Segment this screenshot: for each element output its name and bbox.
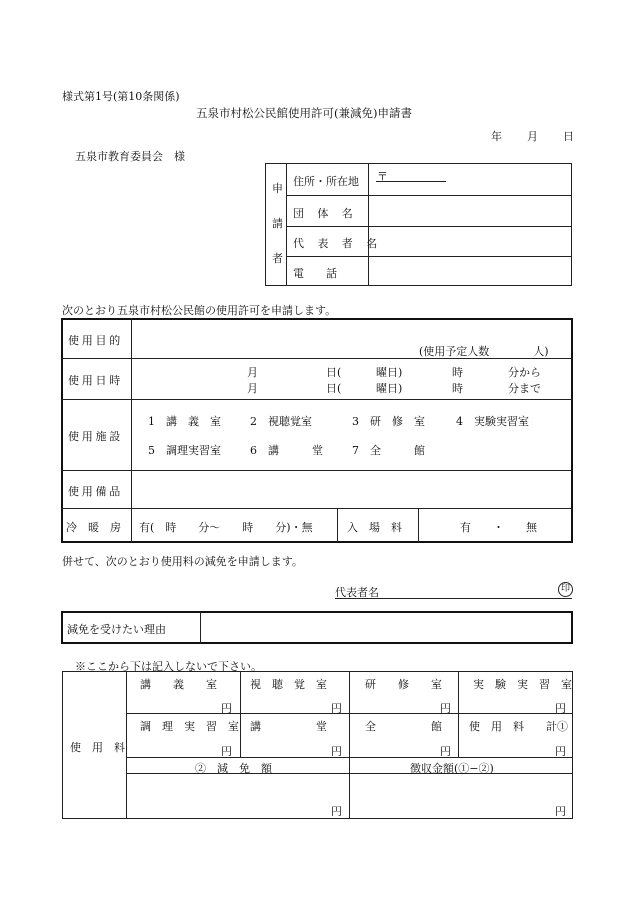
entry-fee-label: 入 場 料 (347, 521, 402, 534)
facility-option-4[interactable]: 4 実験実習室 (456, 415, 529, 428)
reason-label: 減免を受けたい理由 (67, 623, 166, 636)
facility-option-7[interactable]: 7 全 館 (352, 444, 425, 457)
form-title: 五泉市村松公民館使用許可(兼減免)申請書 (196, 106, 412, 120)
yen-5: 円 (221, 745, 232, 758)
fee-cell-1-label: 講 義 室 (140, 678, 217, 691)
phone-label: 電 話 (293, 267, 337, 280)
aircon-value[interactable]: 有( 時 分〜 時 分)・無 (139, 521, 313, 534)
facility-option-3[interactable]: 3 研 修 室 (352, 415, 425, 428)
equipment-label: 使用備品 (68, 485, 123, 498)
yen-6: 円 (331, 745, 342, 758)
group-name-field[interactable] (370, 197, 570, 225)
seal-mark: 印 (558, 582, 573, 597)
facility-option-2[interactable]: 2 視聴覚室 (250, 415, 312, 428)
start-hour: 時 (452, 366, 463, 379)
entry-fee-value[interactable]: 有 ・ 無 (460, 521, 537, 534)
fee-cell-7-label: 全 館 (365, 720, 442, 733)
end-minute: 分まで (508, 382, 541, 395)
end-weekday: 曜日) (376, 382, 403, 395)
start-weekday: 曜日) (376, 366, 403, 379)
facility-option-5[interactable]: 5 調理実習室 (148, 444, 221, 457)
date-month: 月 (527, 130, 538, 143)
reason-field[interactable] (206, 614, 568, 641)
addressee: 五泉市教育委員会 様 (75, 150, 185, 163)
reduction-label: ② 減 免 額 (195, 762, 272, 775)
purpose-label: 使用目的 (68, 334, 123, 347)
purpose-field[interactable] (140, 320, 565, 342)
collect-label: 徴収金額(①−②) (410, 762, 494, 775)
representative-label: 代 表 者 名 (293, 237, 383, 250)
applicant-side-label-3: 者 (272, 252, 283, 265)
applicant-side-label-1: 申 (272, 182, 283, 195)
exemption-sentence: 併せて、次のとおり使用料の減免を申請します。 (62, 555, 303, 568)
postal-mark: 〒 (377, 170, 388, 183)
yen-4: 円 (555, 702, 566, 715)
phone-field[interactable] (370, 257, 570, 285)
office-table (62, 671, 573, 819)
yen-3: 円 (440, 702, 451, 715)
yen-8: 円 (555, 745, 566, 758)
fee-cell-4-label: 実 験 実 習 室 (473, 678, 572, 691)
address-label: 住所・所在地 (293, 175, 359, 188)
start-minute: 分から (508, 366, 541, 379)
aircon-label: 冷 暖 房 (66, 521, 121, 534)
date-year: 年 (491, 130, 502, 143)
yen-2: 円 (331, 702, 342, 715)
office-note: ※ここから下は記入しないで下さい。 (75, 660, 262, 673)
form-number: 様式第1号(第10条関係) (62, 90, 180, 103)
fee-cell-6-label: 講 堂 (250, 720, 327, 733)
facility-label: 使用施設 (68, 430, 123, 443)
start-month: 月 (247, 366, 258, 379)
end-day: 日( (326, 382, 342, 395)
expected-people: (使用予定人数 人) (419, 345, 549, 358)
date-day: 日 (563, 130, 574, 143)
fee-total-label: 使 用 料 計① (469, 720, 568, 733)
yen-1: 円 (221, 702, 232, 715)
applicant-side-label-2: 請 (272, 217, 283, 230)
group-name-label: 団 体 名 (293, 207, 358, 220)
request-sentence: 次のとおり五泉市村松公民館の使用許可を申請します。 (62, 304, 337, 317)
end-hour: 時 (452, 382, 463, 395)
rep-name-label: 代表者名 (335, 586, 379, 599)
representative-field[interactable] (370, 227, 570, 255)
equipment-field[interactable] (140, 474, 565, 504)
fee-label: 使 用 料 (70, 741, 125, 754)
fee-cell-3-label: 研 修 室 (365, 678, 442, 691)
yen-reduction: 円 (331, 805, 342, 818)
yen-7: 円 (440, 745, 451, 758)
datetime-label: 使用日時 (68, 374, 123, 387)
yen-collect: 円 (555, 805, 566, 818)
end-month: 月 (247, 382, 258, 395)
start-day: 日( (326, 366, 342, 379)
facility-option-6[interactable]: 6 講 堂 (250, 444, 323, 457)
fee-cell-5-label: 調 理 実 習 室 (140, 720, 239, 733)
facility-option-1[interactable]: 1 講 義 室 (148, 415, 221, 428)
fee-cell-2-label: 視 聴 覚 室 (250, 678, 327, 691)
